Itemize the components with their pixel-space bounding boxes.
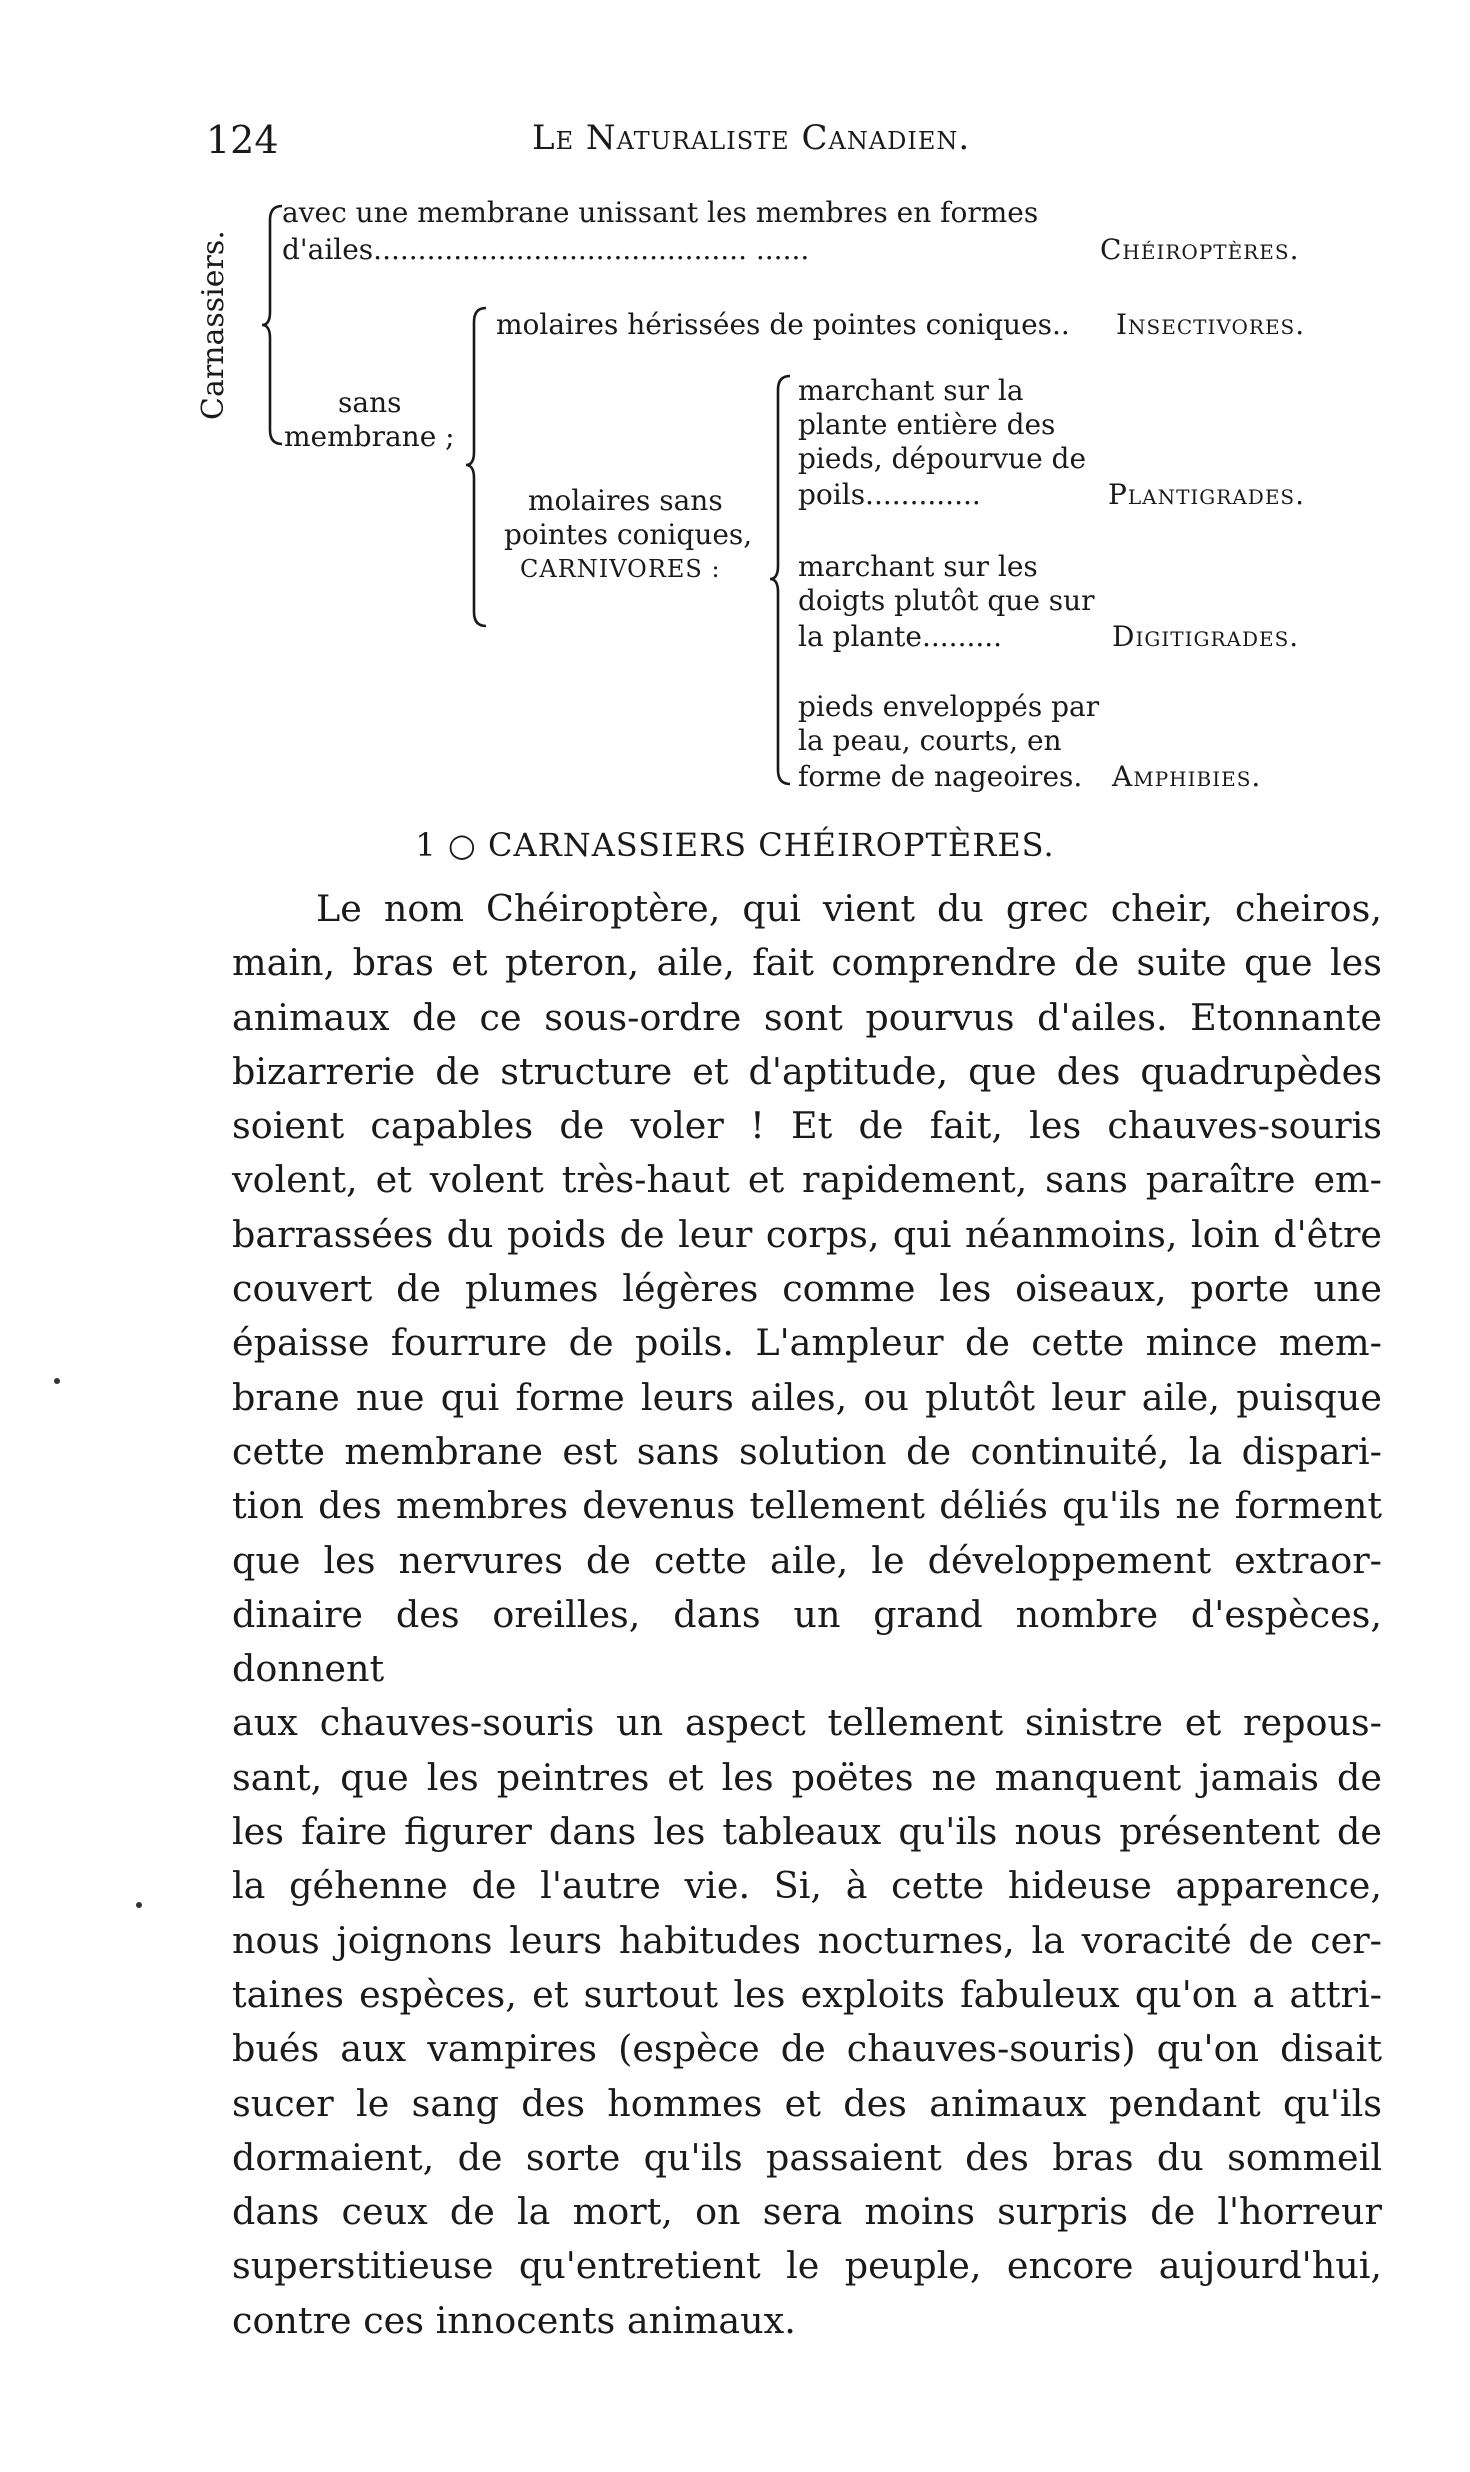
body-paragraph (232, 882, 1382, 2348)
body-line: dinaire des oreilles, dans un grand nombre d'espèces, donnent (232, 1592, 1382, 1691)
scan-speck (136, 1902, 142, 1908)
plantigrades-line1: marchant sur la (798, 374, 1024, 407)
amphibies-line3: forme de nageoires. (798, 760, 1083, 793)
body-line: superstitieuse qu'entretient le peuple, encore aujourd'hui, (232, 2244, 1382, 2288)
label-membrane: membrane ; (284, 420, 455, 453)
body-line: la géhenne de l'autre vie. Si, à cette hideuse apparence, (232, 1864, 1382, 1908)
page-number: 124 (206, 118, 279, 162)
label-pointes-coniques: pointes coniques, (504, 518, 753, 551)
term-insectivores: Insectivores. (1116, 308, 1306, 341)
plantigrades-line2: plante entière des (798, 408, 1056, 441)
section-title: 1 ○ CARNASSIERS CHÉIROPTÈRES. (415, 826, 1055, 864)
body-line: Le nom Chéiroptère, qui vient du grec cheir, cheiros, (316, 887, 1382, 930)
body-line: cette membrane est sans solution de continuité, la dispari- (232, 1429, 1382, 1473)
term-digitigrades: Digitigrades. (1112, 620, 1300, 653)
body-line: dans ceux de la mort, on sera moins surpris de l'horreur (232, 2190, 1382, 2234)
digitigrades-line2: doigts plutôt que sur (798, 584, 1095, 617)
body-line: nous joignons leurs habitudes nocturnes, la voracité de cer- (232, 1918, 1382, 1962)
body-line: volent, et volent très-haut et rapidement, sans paraître em- (232, 1158, 1382, 1202)
body-line: dormaient, de sorte qu'ils passaient des bras du sommeil (232, 2135, 1382, 2179)
scan-speck (54, 1378, 60, 1384)
body-line: les faire figurer dans les tableaux qu'ils nous présentent de (232, 1810, 1382, 1854)
amphibies-line2: la peau, courts, en (798, 724, 1062, 757)
body-line: animaux de ce sous-ordre sont pourvus d'ailes. Etonnante (232, 995, 1382, 1039)
digitigrades-line3: la plante......... (798, 620, 1003, 653)
classification-table (0, 0, 1470, 820)
digitigrades-line1: marchant sur les (798, 550, 1038, 583)
body-line: tion des membres devenus tellement déliés qu'ils ne forment (232, 1484, 1382, 1528)
term-plantigrades: Plantigrades. (1108, 478, 1306, 511)
label-carnivores: CARNIVORES : (520, 555, 721, 583)
body-line: brane nue qui forme leurs ailes, ou plutôt leur aile, puisque (232, 1375, 1382, 1419)
brace-carnivores (766, 370, 796, 790)
body-line: bués aux vampires (espèce de chauves-souris) qu'on disait (232, 2027, 1382, 2071)
body-line: soient capables de voler ! Et de fait, les chauves-souris (232, 1104, 1382, 1148)
group-label-carnassiers: Carnassiers. (196, 230, 231, 420)
amphibies-line1: pieds enveloppés par (798, 690, 1100, 723)
label-molaires-sans: molaires sans (528, 484, 723, 517)
body-line: couvert de plumes légères comme les oiseaux, porte une (232, 1267, 1382, 1311)
term-cheiropteres: Chéiroptères. (1100, 233, 1300, 266)
body-line: sucer le sang des hommes et des animaux pendant qu'ils (232, 2081, 1382, 2125)
body-line: barrassées du poids de leur corps, qui néanmoins, loin d'être (232, 1212, 1382, 1256)
row-insectivores: molaires hérissées de pointes coniques.. (496, 308, 1070, 341)
term-amphibies: Amphibies. (1112, 760, 1262, 793)
body-line: épaisse fourrure de poils. L'ampleur de cette mince mem- (232, 1321, 1382, 1365)
plantigrades-line3: pieds, dépourvue de (798, 442, 1087, 475)
body-line: aux chauves-souris un aspect tellement sinistre et repous- (232, 1701, 1382, 1745)
brace-sans-membrane (462, 302, 492, 632)
running-title: Le Naturaliste Canadien. (532, 118, 971, 158)
body-line: taines espèces, et surtout les exploits fabuleux qu'on a attri- (232, 1972, 1382, 2016)
body-line: sant, que les peintres et les poëtes ne manquent jamais de (232, 1755, 1382, 1799)
row-cheiropteres-line1: avec une membrane unissant les membres en formes (282, 196, 1039, 229)
body-line: bizarrerie de structure et d'aptitude, que des quadrupèdes (232, 1049, 1382, 1093)
body-line: que les nervures de cette aile, le développement extraor- (232, 1538, 1382, 1582)
body-line: main, bras et pteron, aile, fait comprendre de suite que les (232, 941, 1382, 985)
body-line: contre ces innocents animaux. (232, 2298, 796, 2342)
row-cheiropteres-line2: d'ailes.......................................... ...... (282, 233, 810, 266)
plantigrades-line4: poils............. (798, 478, 981, 511)
label-sans: sans (338, 386, 402, 419)
